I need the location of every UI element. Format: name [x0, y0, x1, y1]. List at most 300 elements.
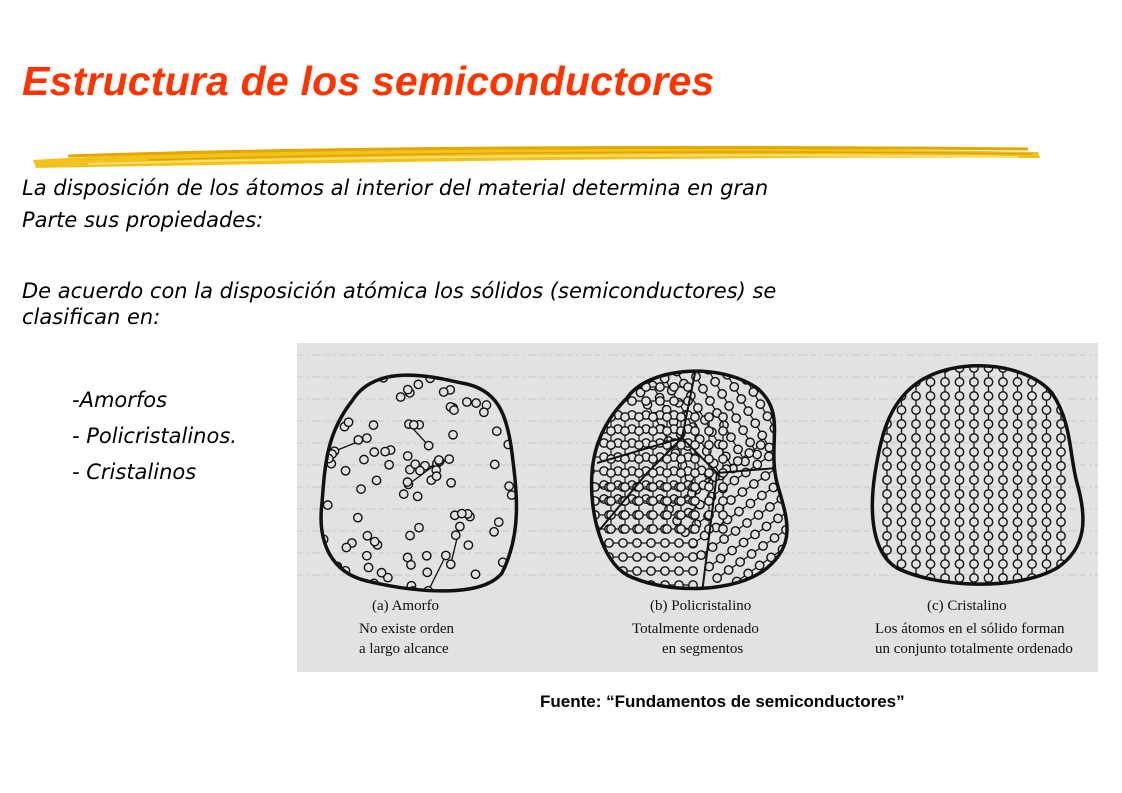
atom-polycrystalline [733, 506, 745, 518]
atom-amorphous [413, 492, 421, 500]
atom-crystalline [999, 560, 1007, 568]
atom-crystalline [1057, 448, 1065, 456]
solid-structure-figure [297, 343, 1098, 672]
atom-polycrystalline [675, 553, 683, 561]
atom-crystalline [1042, 420, 1050, 428]
atom-polycrystalline [675, 539, 683, 547]
atom-polycrystalline [740, 467, 752, 479]
atom-crystalline [883, 532, 891, 540]
atom-polycrystalline [761, 521, 773, 533]
atom-amorphous [415, 523, 423, 531]
atom-polycrystalline [773, 563, 785, 575]
atom-crystalline [926, 364, 934, 372]
atom-crystalline [984, 504, 992, 512]
atom-polycrystalline [635, 441, 643, 449]
atom-polycrystalline [683, 359, 694, 370]
atom-crystalline [984, 518, 992, 526]
atom-crystalline [955, 476, 963, 484]
atom-crystalline [1028, 546, 1036, 554]
atom-crystalline [1013, 504, 1021, 512]
atom-polycrystalline [750, 418, 761, 429]
atom-crystalline [1028, 532, 1036, 540]
atom-polycrystalline [621, 413, 629, 421]
atom-amorphous [334, 384, 342, 392]
atom-amorphous [501, 582, 509, 590]
atom-crystalline [970, 462, 978, 470]
atom-crystalline [970, 504, 978, 512]
caption-amorfo: (a) Amorfo [372, 598, 440, 614]
atom-crystalline [1013, 532, 1021, 540]
atom-amorphous [423, 552, 431, 560]
atom-crystalline [926, 560, 934, 568]
atom-polycrystalline [691, 427, 699, 435]
atom-crystalline [1042, 462, 1050, 470]
atom-crystalline [883, 476, 891, 484]
atom-crystalline [1013, 420, 1021, 428]
atom-polycrystalline [677, 497, 685, 505]
atom-amorphous [344, 418, 352, 426]
atom-polycrystalline [785, 555, 797, 567]
atom-polycrystalline [749, 529, 761, 541]
atom-amorphous [493, 427, 501, 435]
atom-crystalline [1013, 518, 1021, 526]
atom-polycrystalline [808, 539, 820, 551]
atom-polycrystalline [663, 497, 671, 505]
atom-crystalline [955, 448, 963, 456]
atom-polycrystalline [691, 511, 699, 519]
atom-crystalline [1042, 406, 1050, 414]
atom-polycrystalline [635, 511, 643, 519]
atom-polycrystalline [715, 553, 727, 565]
atom-crystalline [1057, 518, 1065, 526]
atom-polycrystalline [689, 567, 697, 575]
atom-polycrystalline [635, 413, 643, 421]
atom-polycrystalline [705, 413, 713, 421]
atom-amorphous [491, 460, 499, 468]
atom-amorphous [432, 472, 440, 480]
atom-polycrystalline [605, 581, 613, 589]
atom-amorphous [357, 485, 365, 493]
atom-polycrystalline [663, 469, 671, 477]
atom-polycrystalline [715, 357, 726, 368]
atom-polycrystalline [663, 427, 671, 435]
atom-amorphous [354, 513, 362, 521]
atom-polycrystalline [647, 553, 655, 561]
atom-crystalline [955, 560, 963, 568]
atom-polycrystalline [677, 455, 685, 463]
source-citation: Fuente: “Fundamentos de semiconductores” [540, 692, 905, 711]
atom-polycrystalline [746, 355, 757, 366]
atom-amorphous [410, 421, 418, 429]
atom-crystalline [984, 378, 992, 386]
atom-crystalline [970, 406, 978, 414]
atom-amorphous [372, 476, 380, 484]
atom-polycrystalline [635, 525, 643, 533]
atom-polycrystalline [621, 511, 629, 519]
atom-crystalline [1028, 420, 1036, 428]
atom-crystalline [912, 462, 920, 470]
atom-crystalline [941, 546, 949, 554]
atom-polycrystalline [621, 469, 629, 477]
atom-crystalline [1042, 546, 1050, 554]
atom-crystalline [955, 574, 963, 582]
atom-crystalline [926, 532, 934, 540]
atom-crystalline [970, 532, 978, 540]
atom-polycrystalline [591, 553, 599, 561]
atom-crystalline [1028, 560, 1036, 568]
atom-polycrystalline [689, 553, 697, 561]
atom-crystalline [970, 378, 978, 386]
atom-polycrystalline [577, 511, 585, 519]
atom-polycrystalline [586, 383, 594, 391]
atom-polycrystalline [600, 397, 608, 405]
list-item-amorfos: -Amorfos [72, 388, 168, 412]
atom-polycrystalline [719, 483, 727, 491]
atom-amorphous [472, 399, 480, 407]
atom-amorphous [490, 528, 498, 536]
atom-polycrystalline [649, 525, 657, 533]
atom-polycrystalline [691, 525, 699, 533]
atom-polycrystalline [591, 539, 599, 547]
atom-polycrystalline [572, 467, 580, 475]
atom-polycrystalline [743, 405, 754, 416]
atom-polycrystalline [803, 508, 815, 520]
atom-crystalline [1057, 476, 1065, 484]
atom-amorphous [414, 380, 422, 388]
atom-crystalline [984, 406, 992, 414]
atom-crystalline [999, 448, 1007, 456]
atom-crystalline [912, 476, 920, 484]
atom-crystalline [1028, 392, 1036, 400]
atom-crystalline [984, 546, 992, 554]
atom-crystalline [912, 364, 920, 372]
atom-crystalline [955, 406, 963, 414]
atom-polycrystalline [677, 525, 685, 533]
atom-crystalline [912, 560, 920, 568]
atom-polycrystalline [647, 567, 655, 575]
atom-polycrystalline [705, 483, 713, 491]
atom-crystalline [941, 490, 949, 498]
atom-polycrystalline [704, 395, 715, 406]
atom-polycrystalline [788, 535, 800, 547]
atom-polycrystalline [739, 343, 750, 354]
atom-crystalline [984, 476, 992, 484]
atom-amorphous [447, 560, 455, 568]
atom-crystalline [984, 420, 992, 428]
desc-amorfo-1: No existe orden [359, 621, 454, 637]
atom-polycrystalline [800, 527, 812, 539]
atom-polycrystalline [607, 427, 615, 435]
atom-crystalline [970, 434, 978, 442]
atom-polycrystalline [746, 548, 758, 560]
atom-polycrystalline [577, 553, 585, 561]
atom-crystalline [970, 392, 978, 400]
atom-crystalline [897, 518, 905, 526]
atom-crystalline [941, 560, 949, 568]
atom-polycrystalline [577, 539, 585, 547]
atom-amorphous [480, 408, 488, 416]
atom-amorphous [404, 385, 412, 393]
atom-polycrystalline [663, 525, 671, 533]
atom-polycrystalline [737, 425, 748, 436]
atom-polycrystalline [741, 517, 753, 529]
atom-polycrystalline [621, 427, 629, 435]
atom-polycrystalline [619, 595, 627, 603]
atom-amorphous [452, 531, 460, 539]
atom-crystalline [912, 406, 920, 414]
atom-polycrystalline [577, 525, 585, 533]
atom-crystalline [1057, 462, 1065, 470]
atom-polycrystalline [748, 478, 760, 490]
atom-crystalline [984, 462, 992, 470]
atom-polycrystalline [577, 497, 585, 505]
atom-amorphous [495, 518, 503, 526]
atom-polycrystalline [718, 533, 730, 545]
atom-amorphous [435, 456, 443, 464]
slide-title: Estructura de los semiconductores [22, 58, 715, 104]
atom-crystalline [941, 518, 949, 526]
atom-polycrystalline [691, 413, 699, 421]
atom-crystalline [941, 434, 949, 442]
atom-amorphous [471, 570, 479, 578]
atom-polycrystalline [591, 567, 599, 575]
atom-polycrystalline [661, 539, 669, 547]
atom-crystalline [1013, 462, 1021, 470]
atom-polycrystalline [586, 397, 594, 405]
atom-polycrystalline [633, 595, 641, 603]
atom-polycrystalline [760, 379, 771, 390]
atom-amorphous [403, 478, 411, 486]
atom-crystalline [897, 504, 905, 512]
atom-crystalline [1042, 560, 1050, 568]
atom-crystalline [1057, 532, 1065, 540]
atom-polycrystalline [705, 427, 713, 435]
atom-polycrystalline [661, 553, 669, 561]
atom-polycrystalline [755, 398, 766, 409]
atom-amorphous [352, 380, 360, 388]
atom-polycrystalline [779, 474, 791, 486]
atom-polycrystalline [734, 362, 745, 373]
atom-crystalline [926, 406, 934, 414]
desc-policristalino-1: Totalmente ordenado [632, 621, 759, 637]
atom-polycrystalline [719, 525, 727, 533]
atom-crystalline [1042, 490, 1050, 498]
atom-crystalline [912, 532, 920, 540]
atom-polycrystalline [649, 497, 657, 505]
atom-polycrystalline [649, 511, 657, 519]
atom-polycrystalline [705, 497, 713, 505]
atom-crystalline [926, 378, 934, 386]
atom-polycrystalline [730, 412, 741, 423]
atom-polycrystalline [649, 413, 657, 421]
atom-crystalline [1028, 364, 1036, 372]
atom-polycrystalline [705, 441, 713, 449]
atom-polycrystalline [577, 567, 585, 575]
atom-polycrystalline [677, 413, 685, 421]
atom-crystalline [897, 406, 905, 414]
atom-polycrystalline [635, 455, 643, 463]
atom-polycrystalline [670, 397, 678, 405]
atom-amorphous [381, 447, 389, 455]
atom-crystalline [912, 504, 920, 512]
atom-polycrystalline [745, 498, 757, 510]
atom-crystalline [883, 504, 891, 512]
classification-paragraph [22, 278, 776, 330]
atom-amorphous [377, 568, 385, 576]
atom-crystalline [1042, 392, 1050, 400]
atom-polycrystalline [776, 435, 787, 446]
atom-polycrystalline [689, 539, 697, 547]
atom-amorphous [458, 509, 466, 517]
atom-crystalline [883, 518, 891, 526]
atom-amorphous [396, 393, 404, 401]
atom-polycrystalline [719, 455, 727, 463]
amorphous-diagram [319, 369, 516, 595]
atom-crystalline [941, 448, 949, 456]
atom-crystalline [926, 518, 934, 526]
atom-crystalline [1042, 532, 1050, 540]
atom-polycrystalline [605, 539, 613, 547]
atom-amorphous [385, 461, 393, 469]
atom-polycrystalline [577, 581, 585, 589]
atom-polycrystalline [619, 539, 627, 547]
atom-polycrystalline [572, 411, 580, 419]
atom-crystalline [999, 434, 1007, 442]
atom-crystalline [955, 420, 963, 428]
atom-crystalline [999, 420, 1007, 428]
atom-crystalline [1013, 406, 1021, 414]
atom-crystalline [883, 462, 891, 470]
atom-crystalline [1028, 476, 1036, 484]
atom-polycrystalline [769, 532, 781, 544]
atom-amorphous [416, 466, 424, 474]
atom-polycrystalline [756, 490, 768, 502]
atom-polycrystalline [732, 444, 743, 455]
atom-amorphous [333, 573, 341, 581]
atom-amorphous [369, 421, 377, 429]
atom-crystalline [897, 476, 905, 484]
atom-crystalline [984, 434, 992, 442]
atom-crystalline [941, 406, 949, 414]
atom-amorphous [463, 398, 471, 406]
atom-polycrystalline [670, 383, 678, 391]
atom-polycrystalline [675, 567, 683, 575]
atom-polycrystalline [591, 581, 599, 589]
atom-polycrystalline [744, 437, 755, 448]
atom-crystalline [955, 378, 963, 386]
atom-polycrystalline [759, 470, 771, 482]
atom-crystalline [897, 462, 905, 470]
classification-line-2: clasifican en: [22, 305, 161, 329]
atom-crystalline [1028, 518, 1036, 526]
atom-polycrystalline [619, 581, 627, 589]
atom-polycrystalline [726, 545, 738, 557]
atom-amorphous [371, 537, 379, 545]
atom-crystalline [1042, 434, 1050, 442]
atom-crystalline [955, 546, 963, 554]
atom-polycrystalline [607, 525, 615, 533]
desc-cristalino-1: Los átomos en el sólido forman [875, 621, 1065, 637]
atom-polycrystalline [719, 497, 727, 505]
atom-crystalline [883, 448, 891, 456]
atom-amorphous [360, 455, 368, 463]
atom-polycrystalline [619, 553, 627, 561]
atom-polycrystalline [720, 343, 731, 349]
atom-polycrystalline [695, 352, 706, 363]
atom-crystalline [912, 420, 920, 428]
atom-crystalline [955, 504, 963, 512]
atom-crystalline [999, 504, 1007, 512]
atom-polycrystalline [661, 567, 669, 575]
atom-polycrystalline [663, 413, 671, 421]
atom-amorphous [505, 482, 513, 490]
atom-crystalline [955, 532, 963, 540]
atom-amorphous [323, 403, 331, 411]
atom-crystalline [926, 448, 934, 456]
atom-crystalline [955, 392, 963, 400]
atom-crystalline [883, 490, 891, 498]
atom-polycrystalline [635, 427, 643, 435]
atom-crystalline [912, 518, 920, 526]
atom-crystalline [955, 518, 963, 526]
atom-polycrystalline [772, 513, 784, 525]
atom-crystalline [1042, 364, 1050, 372]
atom-polycrystalline [605, 595, 613, 603]
atom-polycrystalline [723, 564, 735, 576]
atom-polycrystalline [723, 400, 734, 411]
list-item-cristalinos: - Cristalinos [72, 460, 197, 484]
atom-crystalline [1057, 378, 1065, 386]
atom-crystalline [999, 392, 1007, 400]
atom-polycrystalline [788, 428, 799, 439]
atom-polycrystalline [607, 497, 615, 505]
atom-polycrystalline [663, 511, 671, 519]
classification-line-1: De acuerdo con la disposición atómica los sólidos (semiconductores) se [22, 279, 777, 303]
atom-polycrystalline [635, 497, 643, 505]
atom-crystalline [955, 462, 963, 470]
atom-polycrystalline [691, 497, 699, 505]
atom-polycrystalline [649, 455, 657, 463]
atom-crystalline [941, 504, 949, 512]
atom-amorphous [364, 563, 372, 571]
intro-line-1: La disposición de los átomos al interior del material determina en gran [22, 176, 769, 200]
atom-polycrystalline [642, 397, 650, 405]
atom-amorphous [404, 452, 412, 460]
atom-polycrystalline [757, 540, 769, 552]
atom-polycrystalline [705, 469, 713, 477]
atom-amorphous [442, 551, 450, 559]
atom-crystalline [883, 364, 891, 372]
atom-crystalline [1042, 448, 1050, 456]
atom-crystalline [926, 462, 934, 470]
atom-polycrystalline [621, 441, 629, 449]
atom-crystalline [926, 504, 934, 512]
atom-polycrystalline [591, 595, 599, 603]
atom-polycrystalline [716, 388, 727, 399]
atom-crystalline [1028, 406, 1036, 414]
atom-polycrystalline [633, 567, 641, 575]
atom-amorphous [354, 436, 362, 444]
atom-polycrystalline [633, 553, 641, 561]
atom-polycrystalline [811, 519, 823, 531]
atom-crystalline [897, 490, 905, 498]
atom-polycrystalline [719, 427, 727, 435]
atom-polycrystalline [691, 455, 699, 463]
atom-polycrystalline [656, 383, 664, 391]
atom-crystalline [970, 476, 978, 484]
atom-polycrystalline [600, 411, 608, 419]
atom-polycrystalline [572, 397, 580, 405]
